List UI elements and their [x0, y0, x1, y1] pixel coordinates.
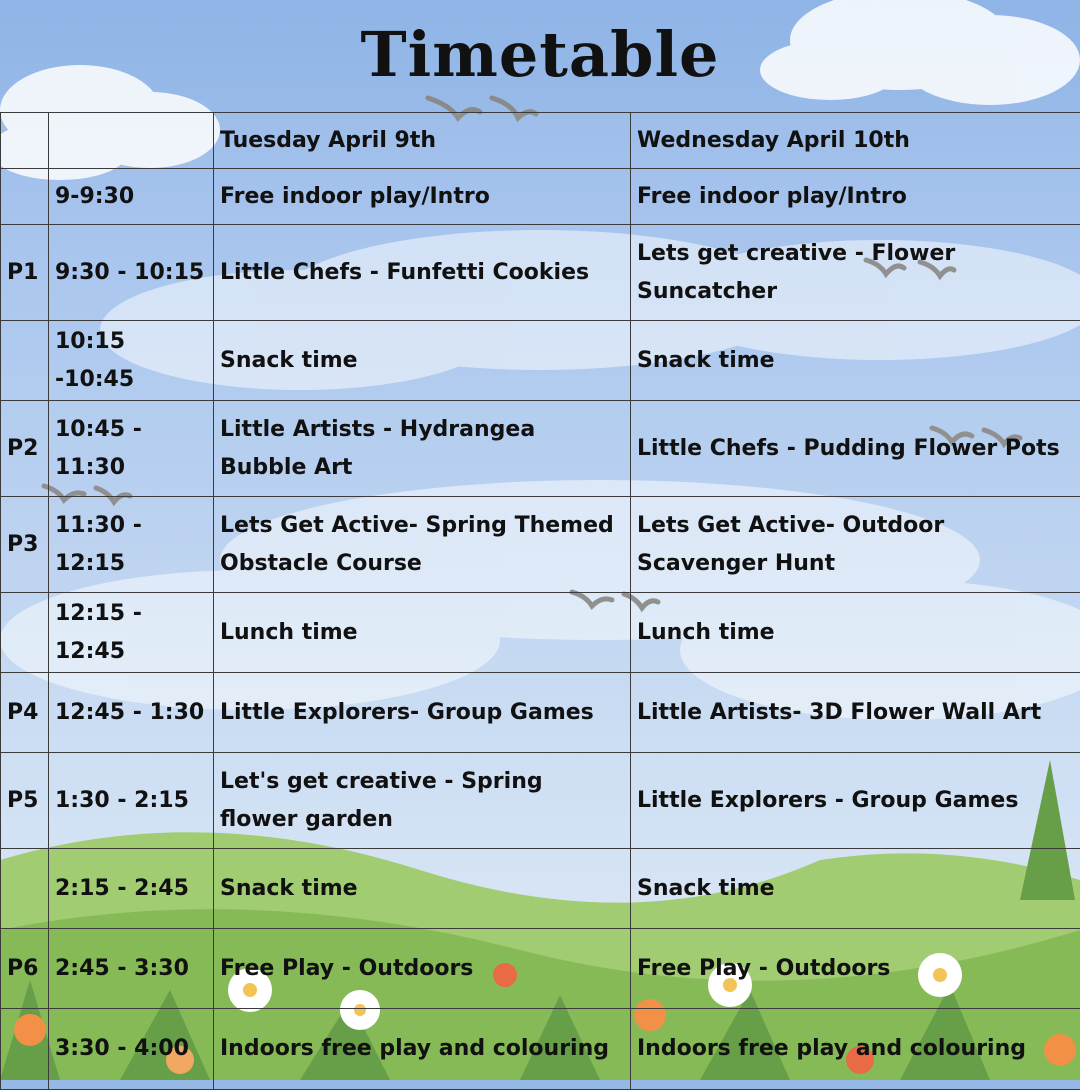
- tuesday-activity: Indoors free play and colouring: [214, 1009, 631, 1090]
- tuesday-activity: Snack time: [214, 321, 631, 401]
- table-row: [1, 401, 1080, 497]
- wednesday-activity: Little Explorers - Group Games: [631, 753, 1080, 849]
- period-cell: [1, 321, 49, 401]
- timetable: [0, 112, 1080, 1090]
- time-cell: 10:15 -10:45: [49, 321, 214, 401]
- wednesday-activity: Little Artists- 3D Flower Wall Art: [631, 673, 1080, 753]
- time-cell: 1:30 - 2:15: [49, 753, 214, 849]
- table-row: [1, 169, 1080, 225]
- table-row: [1, 929, 1080, 1009]
- header-time-cell: [49, 113, 214, 169]
- period-cell: [1, 849, 49, 929]
- wednesday-activity: Indoors free play and colouring: [631, 1009, 1080, 1090]
- table-row: [1, 497, 1080, 593]
- period-cell: [1, 593, 49, 673]
- period-cell: [1, 169, 49, 225]
- time-cell: 3:30 - 4:00: [49, 1009, 214, 1090]
- period-cell: [1, 1009, 49, 1090]
- time-cell: 2:45 - 3:30: [49, 929, 214, 1009]
- tuesday-activity: Snack time: [214, 849, 631, 929]
- time-cell: 2:15 - 2:45: [49, 849, 214, 929]
- wednesday-activity: Little Chefs - Pudding Flower Pots: [631, 401, 1080, 497]
- wednesday-activity: Lets Get Active- Outdoor Scavenger Hunt: [631, 497, 1080, 593]
- tuesday-activity: Let's get creative - Spring flower garden: [214, 753, 631, 849]
- tuesday-activity: Free Play - Outdoors: [214, 929, 631, 1009]
- tuesday-activity: Little Explorers- Group Games: [214, 673, 631, 753]
- time-cell: 12:15 - 12:45: [49, 593, 214, 673]
- period-cell: P2: [1, 401, 49, 497]
- time-cell: 12:45 - 1:30: [49, 673, 214, 753]
- tuesday-activity: Lets Get Active- Spring Themed Obstacle Course: [214, 497, 631, 593]
- wednesday-activity: Free Play - Outdoors: [631, 929, 1080, 1009]
- time-cell: 11:30 - 12:15: [49, 497, 214, 593]
- table-row: [1, 593, 1080, 673]
- tuesday-activity: Lunch time: [214, 593, 631, 673]
- page-title: Timetable: [0, 18, 1080, 91]
- wednesday-activity: Free indoor play/Intro: [631, 169, 1080, 225]
- period-cell: P5: [1, 753, 49, 849]
- time-cell: 9-9:30: [49, 169, 214, 225]
- time-cell: 9:30 - 10:15: [49, 225, 214, 321]
- wednesday-activity: Snack time: [631, 849, 1080, 929]
- wednesday-activity: Lunch time: [631, 593, 1080, 673]
- table-row: [1, 849, 1080, 929]
- period-cell: P4: [1, 673, 49, 753]
- table-row: [1, 753, 1080, 849]
- header-tuesday: Tuesday April 9th: [214, 113, 631, 169]
- header-wednesday: Wednesday April 10th: [631, 113, 1080, 169]
- header-row: [1, 113, 1080, 169]
- table-row: [1, 673, 1080, 753]
- period-cell: P1: [1, 225, 49, 321]
- time-cell: 10:45 - 11:30: [49, 401, 214, 497]
- tuesday-activity: Free indoor play/Intro: [214, 169, 631, 225]
- table-row: [1, 321, 1080, 401]
- wednesday-activity: Snack time: [631, 321, 1080, 401]
- table-row: [1, 1009, 1080, 1090]
- tuesday-activity: Little Artists - Hydrangea Bubble Art: [214, 401, 631, 497]
- table-row: [1, 225, 1080, 321]
- period-cell: P3: [1, 497, 49, 593]
- header-period-cell: [1, 113, 49, 169]
- tuesday-activity: Little Chefs - Funfetti Cookies: [214, 225, 631, 321]
- period-cell: P6: [1, 929, 49, 1009]
- wednesday-activity: Lets get creative - Flower Suncatcher: [631, 225, 1080, 321]
